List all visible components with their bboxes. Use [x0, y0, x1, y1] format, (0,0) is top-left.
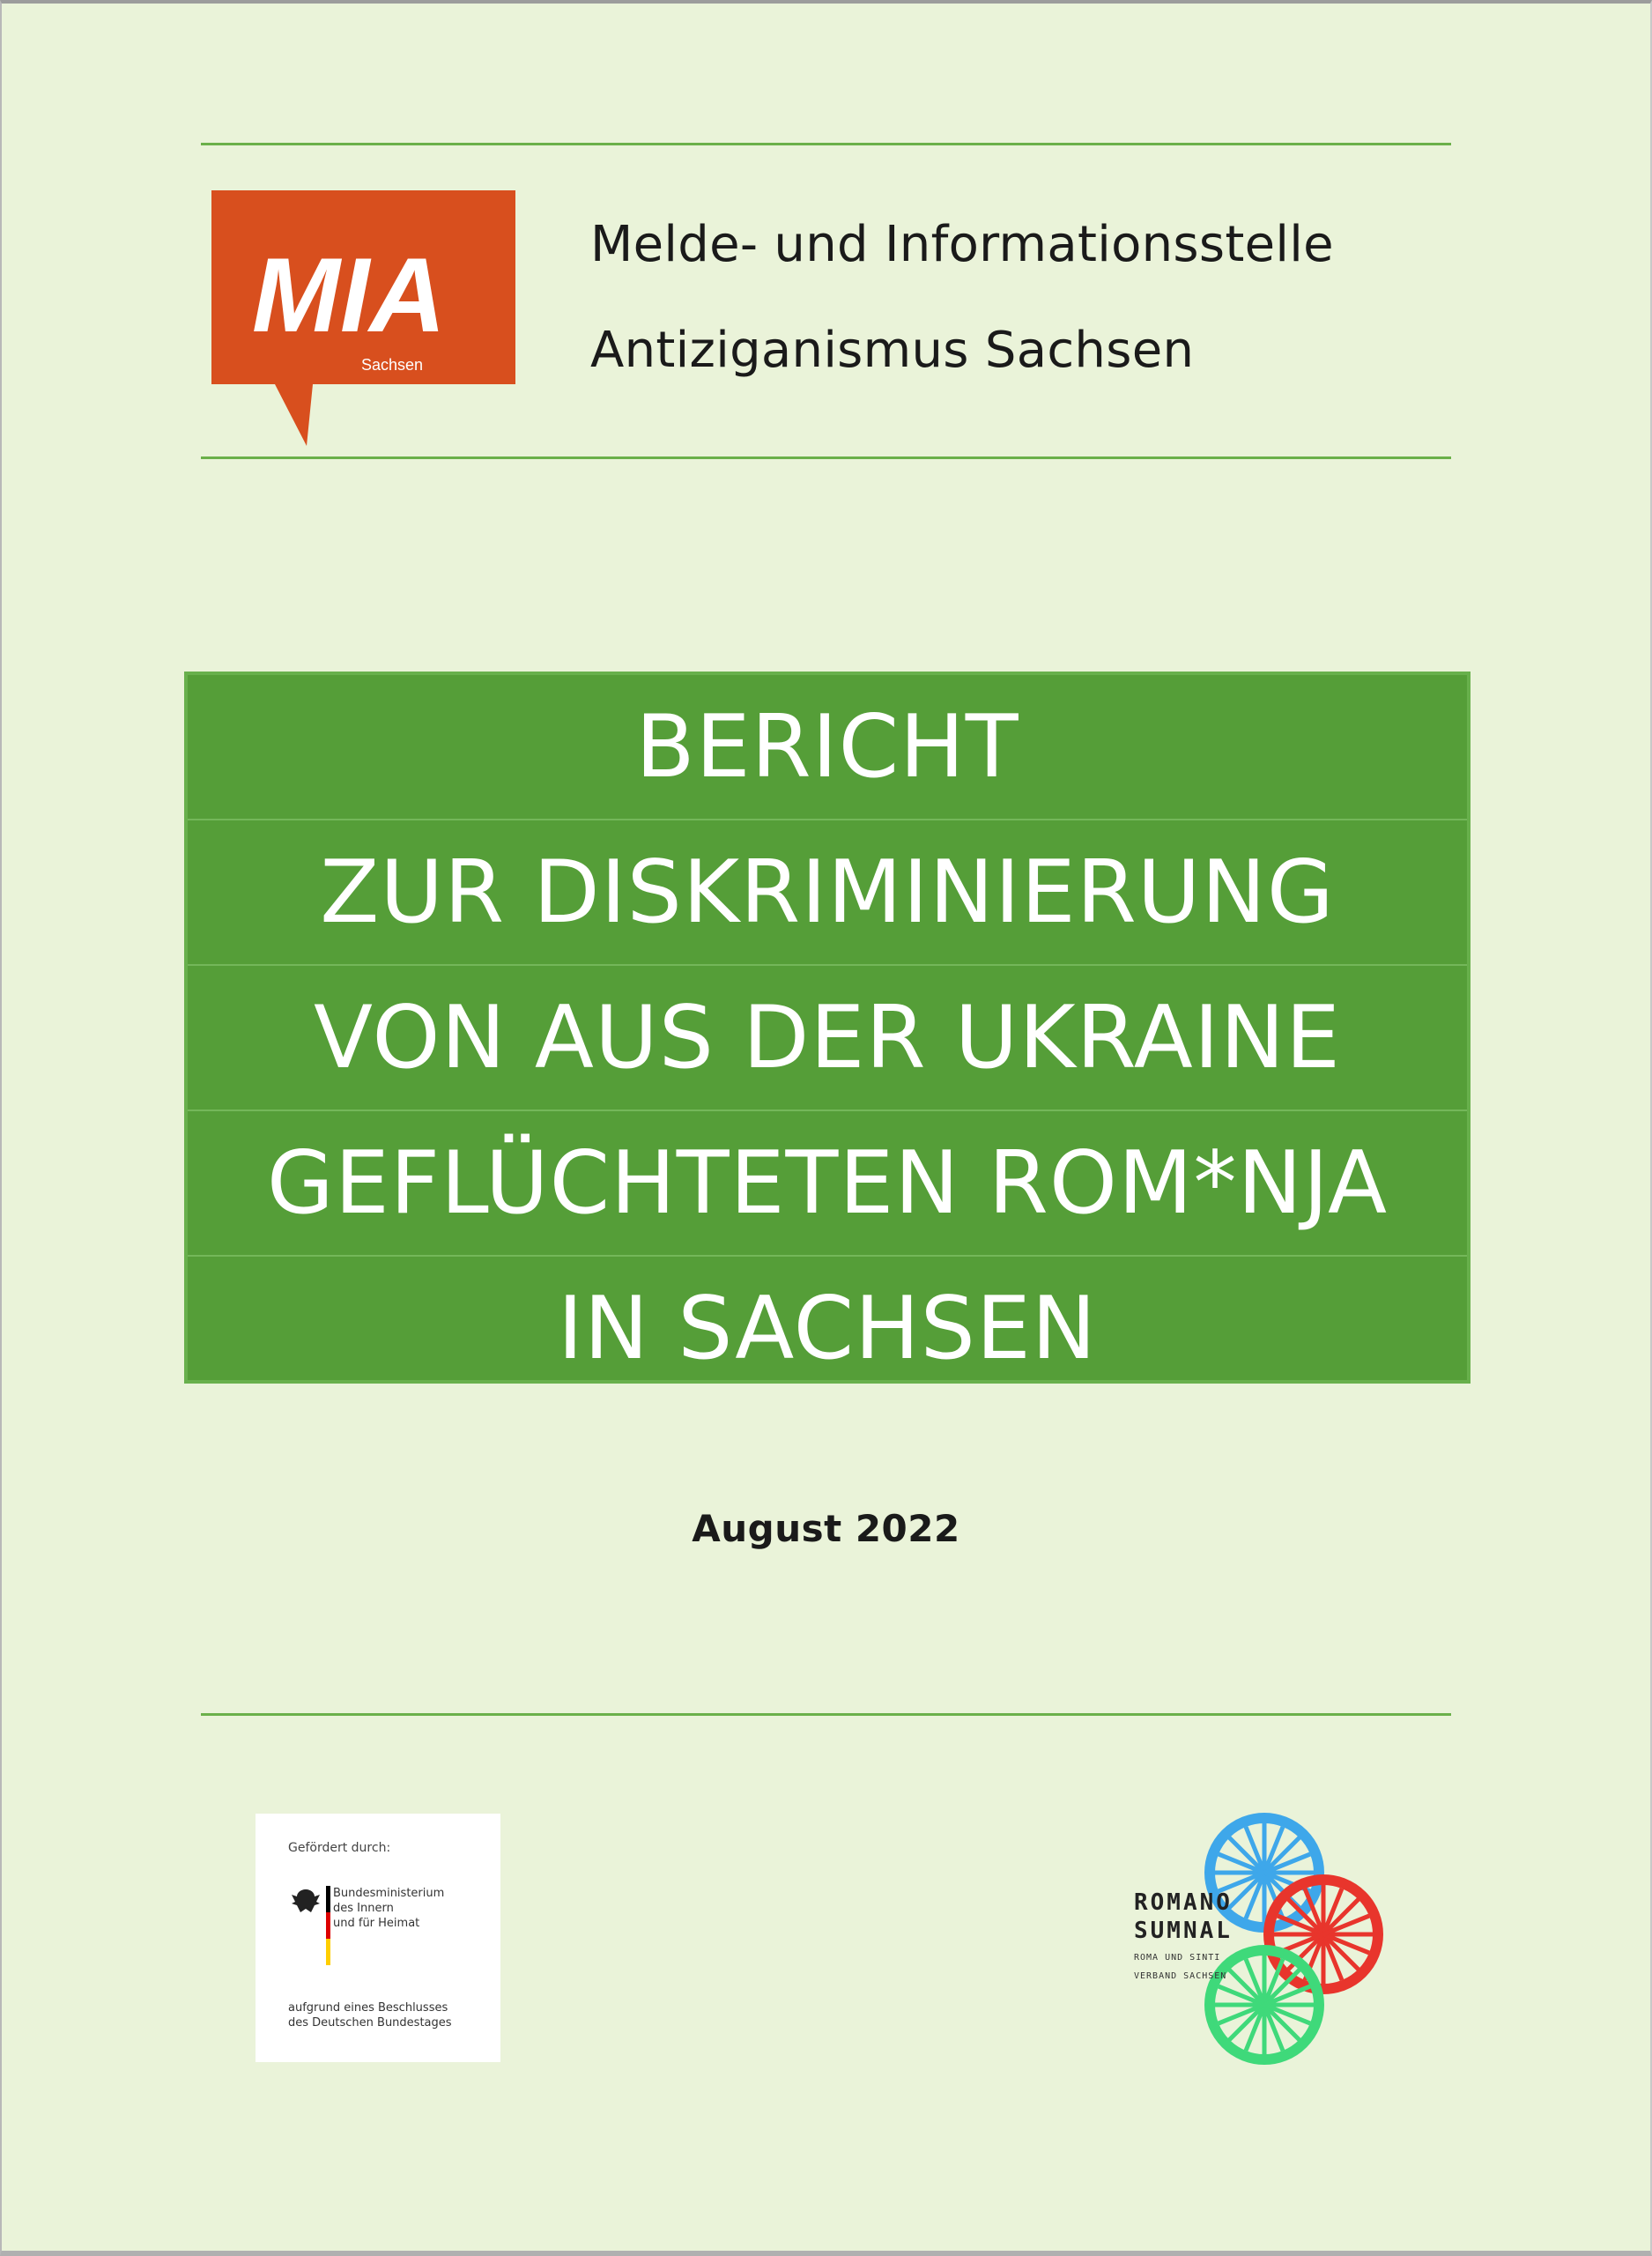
top-rule	[201, 143, 1451, 145]
report-title-box	[184, 672, 1471, 1384]
partner-name-line1: ROMANO	[1134, 1889, 1233, 1916]
funder-logo-box	[256, 1814, 500, 2062]
organization-name-line1: Melde- und Informationsstelle	[590, 216, 1334, 273]
partner-name-line2: SUMNAL	[1134, 1918, 1233, 1944]
title-line-4: GEFLÜCHTETEN ROM*NJA	[188, 1111, 1467, 1257]
german-flag-stripe	[326, 1886, 330, 1965]
funder-ministry: Bundesministerium des Innern und für Heimat	[333, 1887, 445, 1930]
organization-name	[590, 192, 1334, 404]
title-line-2: ZUR DISKRIMINIERUNG	[188, 820, 1467, 966]
organization-name-line2: Antiziganismus Sachsen	[590, 322, 1195, 379]
mia-logo	[211, 190, 515, 446]
title-line-3: VON AUS DER UKRAINE	[188, 966, 1467, 1111]
mia-logo-subtext: Sachsen	[361, 356, 424, 374]
federal-eagle-icon	[288, 1886, 323, 1918]
funder-decision: aufgrund eines Beschlusses des Deutschen Bundestages	[288, 2001, 452, 2030]
partner-sub-line2: VERBAND SACHSEN	[1134, 1971, 1227, 1981]
report-date: August 2022	[692, 1507, 960, 1550]
partner-name	[1134, 1889, 1233, 1982]
title-line-5: IN SACHSEN	[557, 1278, 1098, 1379]
mia-logo-text: MIA	[252, 236, 446, 354]
partner-sub-line1: ROMA UND SINTI	[1134, 1953, 1221, 1963]
red-wheel-icon	[1269, 1880, 1378, 1989]
title-line-1: BERICHT	[188, 675, 1467, 820]
header-bottom-rule	[201, 456, 1451, 459]
footer-rule	[201, 1713, 1451, 1716]
funder-label: Gefördert durch:	[288, 1841, 391, 1855]
